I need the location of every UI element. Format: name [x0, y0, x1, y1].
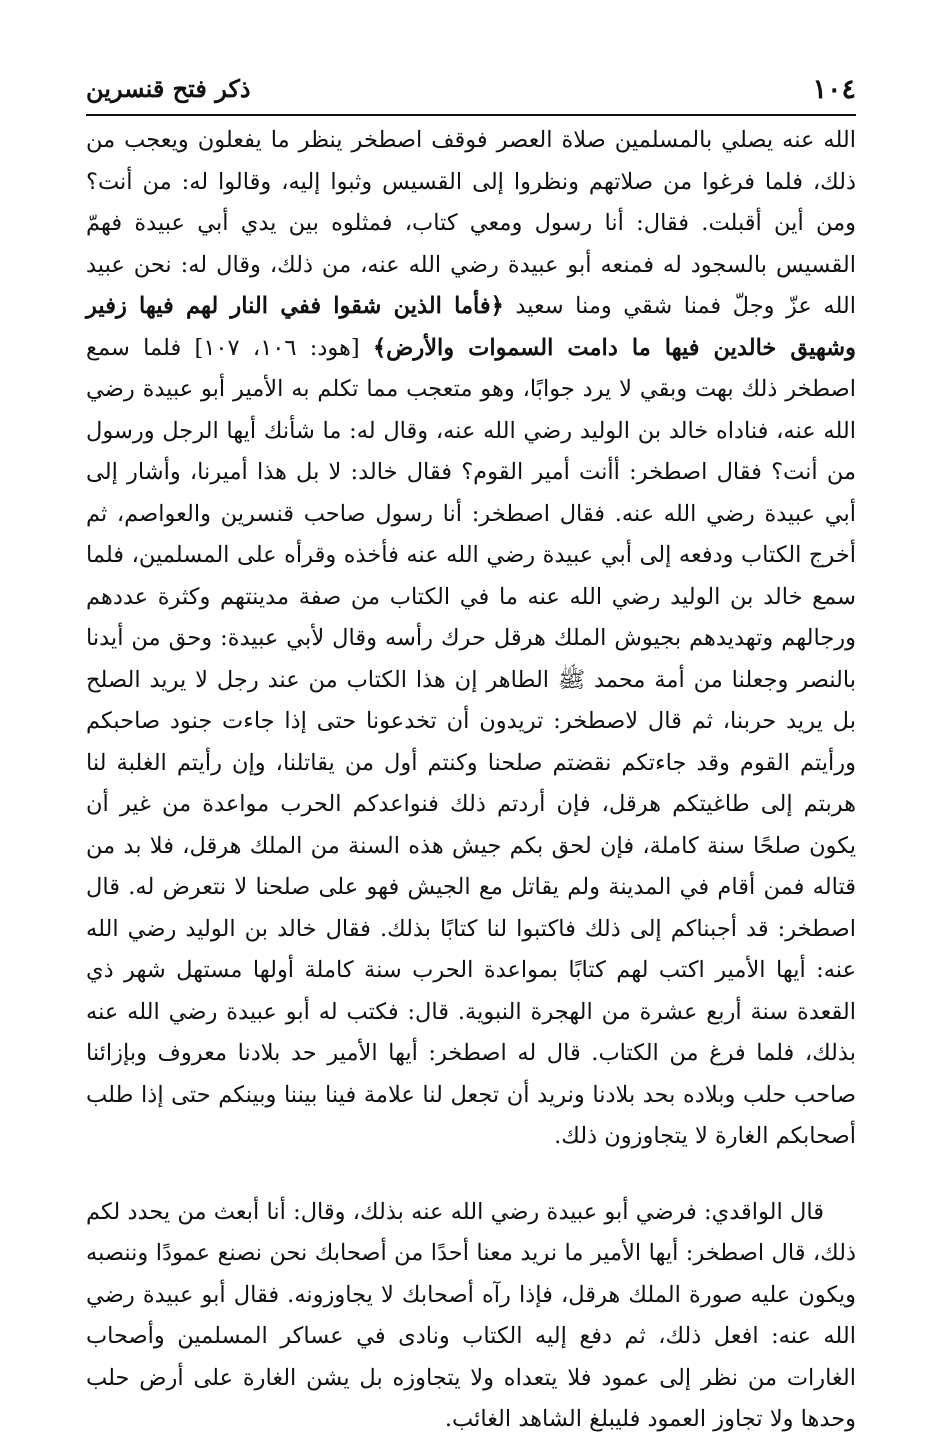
paragraph-2: قال الواقدي: فرضي أبو عبيدة رضي الله عنه بذلك، وقال: أنا أبعث من يحدد لكم ذلك، قال اصطخر: أيها الأمير ما نريد معنا أحدًا من أصحابك نحن نصنع عمودًا وننصبه ويكون عليه صورة الملك هرقل، فإذا رآه أصحابك لا يجاوزونه. فقال أبو عبيدة رضي الله عنه: افعل ذلك، ثم دفع إليه الكتاب ونادى في عساكر المسلمين وأصحاب الغارات من نظر إلى عمود فلا يتعداه ولا يتجاوزه بل يشن الغارة على أرض حلب وحدها ولا تجاوز العمود فليبلغ الشاهد الغائب. — [86, 1198, 856, 1432]
quran-quote: ﴿فأما الذين شقوا ففي النار لهم فيها زفير وشهيق خالدين فيها ما دامت السموات والأرض﴾ — [86, 293, 856, 361]
body-text — [86, 120, 856, 1441]
paragraph-1-text-after-quote: [هود: ١٠٦، ١٠٧] فلما سمع اصطخر ذلك بهت وبقي لا يرد جوابًا، وهو متعجب مما تكلم به الأمير أبو عبيدة رضي الله عنه، فناداه خالد بن الوليد رضي الله عنه، وقال له: ما شأنك أيها الرجل ورسول من أنت؟ فقال اصطخر: أأنت أمير القوم؟ فقال خالد: لا بل هذا أميرنا، وأشار إلى أبي عبيدة رضي الله عنه. فقال اصطخر: أنا رسول صاحب قنسرين والعواصم، ثم أخرج الكتاب ودفعه إلى أبي عبيدة رضي الله عنه فأخذه وقرأه على المسلمين، فلما سمع خالد بن الوليد رضي الله عنه ما في الكتاب من صفة مدينتهم وكثرة عددهم ورجالهم وتهديدهم بجيوش الملك هرقل حرك رأسه وقال لأبي عبيدة: وحق من أيدنا بالنصر وجعلنا من أمة محمد ﷺ الطاهر إن هذا الكتاب من عند رجل لا يريد الصلح بل يريد حربنا، ثم قال لاصطخر: تريدون أن تخدعونا حتى إذا جاءت جنود صاحبكم ورأيتم القوم وقد جاءتكم نقضتم صلحنا وكنتم أول من يقاتلنا، وإن رأيتم الغلبة لنا هربتم إلى طاغيتكم هرقل، فإن أردتم ذلك فنواعدكم الحرب مواعدة من غير أن يكون صلحًا سنة كاملة، فإن لحق بكم جيش هذه السنة من الملك هرقل، فلا بد من قتاله فمن أقام في المدينة ولم يقاتل مع الجيش فهو على صلحنا لا نتعرض له. قال اصطخر: قد أجبناكم إلى ذلك فاكتبوا لنا كتابًا بذلك. فقال خالد بن الوليد رضي الله عنه: أيها الأمير اكتب لهم كتابًا بمواعدة الحرب سنة كاملة أولها مستهل شهر ذي القعدة سنة أربع عشرة من الهجرة النبوية. قال: فكتب له أبو عبيدة رضي الله عنه بذلك، فلما فرغ من الكتاب. قال له اصطخر: أيها الأمير حد بلادنا معروف وبإزائنا صاحب حلب وبلاده بحد بلادنا ونريد أن تجعل لنا علامة فينا بيننا وبينكم حتى إذا طلب أصحابكم الغارة لا يتجاوزون ذلك. — [86, 334, 856, 1149]
header-rule — [86, 114, 856, 116]
running-title: ذكر فتح قنسرين — [86, 74, 251, 103]
paragraph-1-text-before-quote: الله عنه يصلي بالمسلمين صلاة العصر فوقف اصطخر ينظر ما يفعلون ويعجب من ذلك، فلما فرغوا من صلاتهم ونظروا إلى القسيس وثبوا إليه، وقالوا له: من أنت؟ ومن أين أقبلت. فقال: أنا رسول ومعي كتاب، فمثلوه بين يدي أبي عبيدة فهمّ القسيس بالسجود له فمنعه أبو عبيدة رضي الله عنه، من ذلك، وقال له: نحن عبيد الله عزّ وجلّ فمنا شقي ومنا سعيد — [86, 127, 856, 319]
page-number: ١٠٤ — [812, 74, 856, 105]
page-header — [86, 64, 856, 112]
paragraph-1 — [86, 120, 856, 1158]
